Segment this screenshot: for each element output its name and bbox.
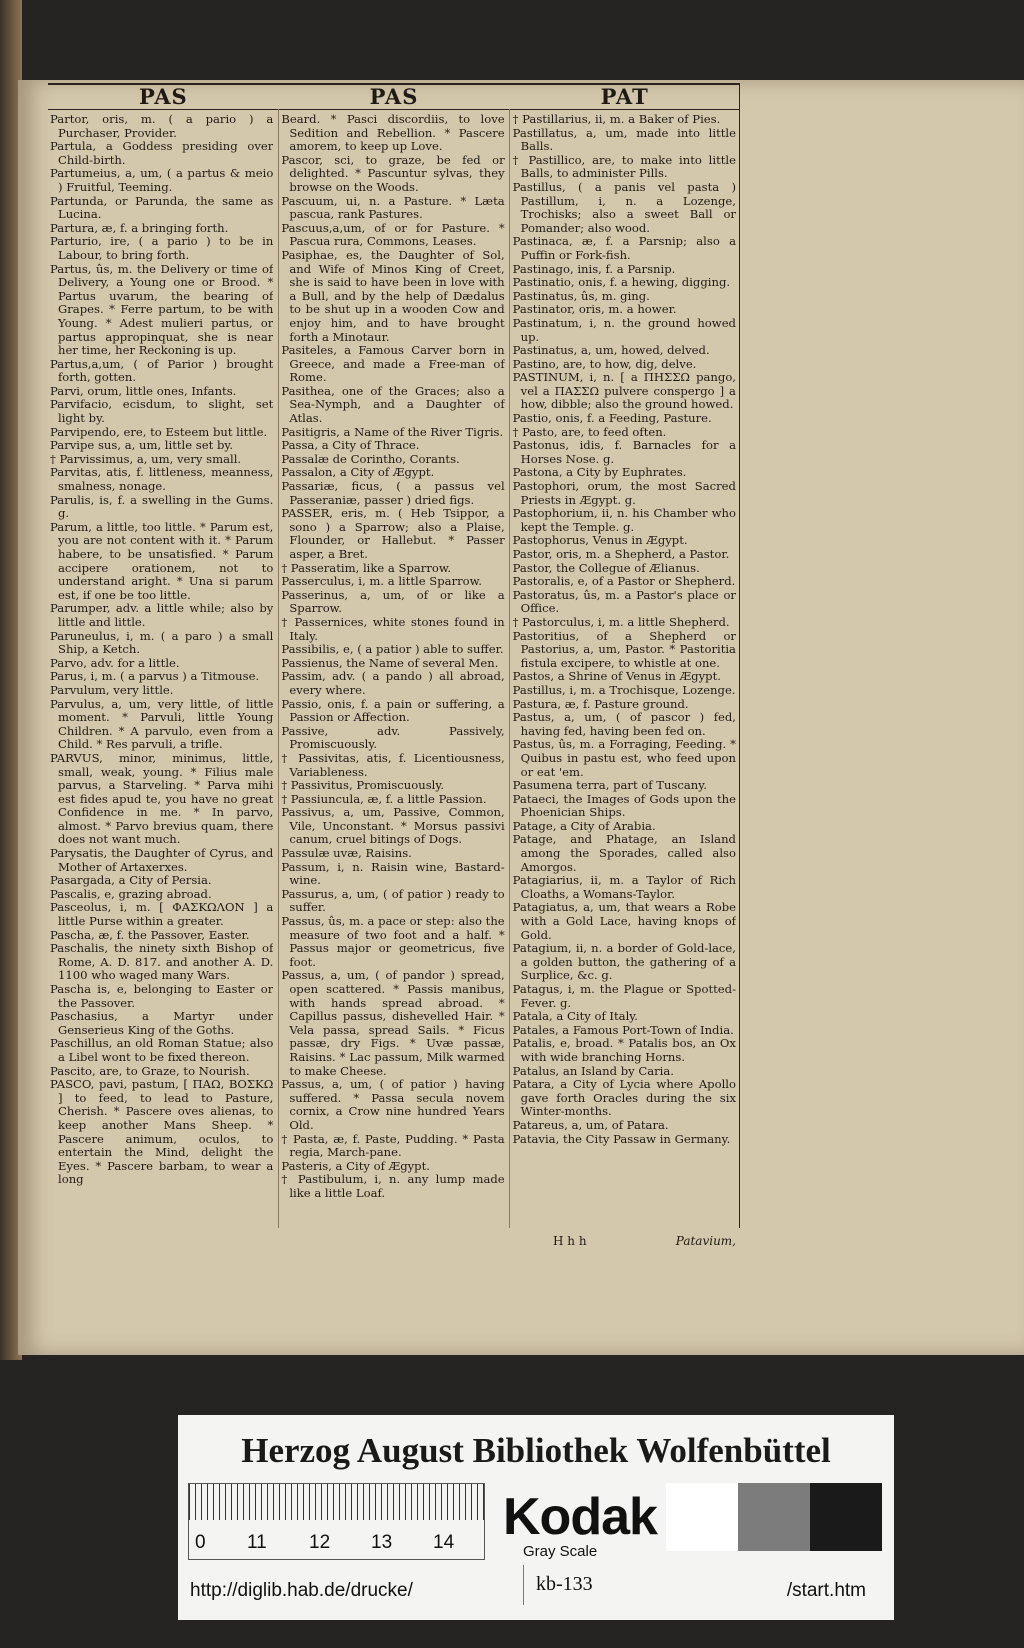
dictionary-entry: Partus, ûs, m. the Delivery or time of Delivery, a Young one or Brood. * Partus uvarum, the bearing of Grapes. * Ferre partum, to be with Young. * Adest mulieri partus, or partus appropinquat, she is near her time, her Reckoning is up. (50, 261, 274, 358)
dictionary-entry: Passum, i, n. Raisin wine, Bastard-wine. (281, 859, 505, 888)
dictionary-entry: Pastus, ûs, m. a Forraging, Feeding. * Quibus in pastu est, who feed upon or eat 'em. (512, 737, 736, 779)
dictionary-entry: Parumper, adv. a little while; also by little and little. (50, 601, 274, 629)
dictionary-entry: Patagium, ii, n. a border of Gold-lace, a golden button, the gathering of a Surplice, &c. g. (512, 941, 736, 983)
dictionary-entry: Passibilis, e, ( a patior ) able to suffer. (281, 642, 504, 657)
dictionary-entry: Parvulum, very little. (50, 682, 174, 697)
running-heads (48, 83, 740, 109)
dictionary-entry: Pastinago, inis, f. a Parsnip. (512, 261, 676, 276)
dictionary-entry: Pastophorium, ii, n. his Chamber who kept the Temple. g. (512, 506, 736, 534)
running-head-middle: PAS (369, 84, 419, 109)
running-head-left: PAS (138, 84, 188, 109)
dictionary-entry: Pataeci, the Images of Gods upon the Phoenician Ships. (512, 791, 736, 820)
dictionary-entry: Pascuum, ui, n. a Pasture. * Læta pascua, rank Pastures. (281, 193, 505, 222)
dictionary-entry: Pasithea, one of the Graces; also a Sea-Nymph, and a Daughter of Atlas. (281, 383, 505, 426)
dictionary-entry: Pastino, are, to how, dig, delve. (512, 356, 697, 371)
dictionary-entry: Pastinatio, onis, f. a hewing, digging. (512, 275, 731, 290)
dictionary-entry: Pastinatum, i, n. the ground howed up. (512, 315, 736, 344)
dictionary-entry: PASTINUM, i, n. [ a ΠΗΣΣΩ pango, vel a ΠΑΣΣΩ pulvere conspergo ] a how, dibble; also the ground howed. (512, 370, 736, 412)
dictionary-entry: Passulæ uvæ, Raisins. (281, 846, 412, 861)
dictionary-entry: Partus,a,um, ( of Parior ) brought forth, gotten. (50, 356, 274, 385)
dictionary-entry: PASSER, eris, m. ( Heb Tsippor, a sono ) a Sparrow; also a Plaise, Flounder, or Hallebut. * Passer asper, a Bret. (281, 506, 505, 561)
calibration-card (178, 1415, 894, 1620)
dictionary-entry: Parysatis, the Daughter of Cyrus, and Mother of Artaxerxes. (50, 846, 274, 874)
dictionary-entry: Pastophori, orum, the most Sacred Priests in Ægypt. g. (512, 479, 736, 507)
dictionary-entry: Pastura, æ, f. Pasture ground. (512, 696, 689, 711)
shelf-code: kb-133 (536, 1573, 593, 1595)
dictionary-entry: Passio, onis, f. a pain or suffering, a Passion or Affection. (281, 696, 505, 725)
dictionary-entry: Patales, a Famous Port-Town of India. (512, 1022, 734, 1037)
dictionary-entry: Patavia, the City Passaw in Germany. (512, 1131, 731, 1146)
dictionary-entry: Pascha is, e, belonging to Easter or the Passover. (50, 982, 274, 1010)
dictionary-entry: Patalus, an Island by Caria. (512, 1063, 674, 1078)
dictionary-entry: Paschillus, an old Roman Statue; also a Libel wont to be fixed thereon. (50, 1036, 274, 1064)
dictionary-entry: Passariæ, ficus, ( a passus vel Passeraniæ, passer ) dried figs. (281, 479, 505, 507)
dictionary-entry: Pastor, the Collegue of Ælianus. (512, 560, 700, 575)
dictionary-entry: Pastor, oris, m. a Shepherd, a Pastor. (512, 547, 730, 561)
dictionary-entry: Partumeius, a, um, ( a partus & meio ) Fruitful, Teeming. (50, 166, 274, 194)
dictionary-entry: Patara, a City of Lycia where Apollo gave forth Oracles during the six Winter-months. (512, 1077, 736, 1119)
dictionary-text-block (48, 83, 740, 1248)
dictionary-entry: Pastinatus, a, um, howed, delved. (512, 343, 710, 358)
signature-mark: H h h (553, 1234, 587, 1248)
dictionary-entry: † Pastibulum, i, n. any lump made like a little Loaf. (281, 1172, 505, 1200)
dictionary-entry: Patage, a City of Arabia. (512, 818, 656, 833)
column-1 (50, 113, 273, 1228)
card-divider (523, 1565, 524, 1605)
source-url-suffix: /start.htm (786, 1580, 866, 1601)
dictionary-entry: † Passeratim, like a Sparrow. (281, 560, 452, 575)
dictionary-entry: Pascuus,a,um, of or for Pasture. * Pascua rura, Commons, Leases. (281, 220, 505, 249)
dictionary-entry: Passus, ûs, m. a pace or step: also the measure of two foot and a half. * Passus major or geometricus, five foot. (281, 914, 505, 969)
ruler-number: 12 (309, 1532, 331, 1553)
dictionary-entry: Passa, a City of Thrace. (281, 438, 420, 453)
scale-ruler (188, 1483, 485, 1560)
dictionary-entry: Pastoratus, ûs, m. a Pastor's place or Office. (512, 587, 736, 616)
dictionary-entry: Pastinator, oris, m. a hower. (512, 302, 677, 317)
dictionary-entry: Patage, and Phatage, an Island among the Sporades, called also Amorgos. (512, 832, 736, 874)
dictionary-entry: Pastoritius, of a Shepherd or Pastorius, a, um, Pastor. * Pastoritia fistula excipere, to whistle at one. (512, 628, 736, 670)
dictionary-entry: Pascha, æ, f. the Passover, Easter. (50, 927, 250, 942)
dictionary-entry: † Parvissimus, a, um, very small. (50, 451, 242, 466)
dictionary-entry: Passerinus, a, um, of or like a Sparrow. (281, 587, 505, 616)
dictionary-entry: Patagiarius, ii, m. a Taylor of Rich Cloaths, a Womans-Taylor. (512, 873, 736, 901)
dictionary-entry: Pascalis, e, grazing abroad. (50, 886, 212, 901)
dictionary-entry: † Passivitus, Promiscuously. (281, 778, 445, 793)
dictionary-entry: Pasiphae, es, the Daughter of Sol, and Wife of Minos King of Creet, she is said to have been in love with a Bull, and by the help of Dædalus to be shut up in a wooden Cow and enjoy him, and to have brought forth a Minotaur. (281, 247, 505, 344)
dictionary-entry: Pasceolus, i, m. [ ΦΑΣΚΩΛΟΝ ] a little Purse within a greater. (50, 900, 274, 929)
catchword: Patavium, (675, 1234, 736, 1248)
dictionary-entry: † Pastorculus, i, m. a little Shepherd. (512, 614, 730, 629)
gray-swatch-black (810, 1483, 882, 1551)
dictionary-entry: † Passivitas, atis, f. Licentiousness, Variableness. (281, 750, 505, 779)
source-url: http://diglib.hab.de/drucke/ (190, 1580, 413, 1601)
dictionary-entry: Passus, a, um, ( of patior ) having suffered. * Passa secula novem cornix, a Crow nine hundred Years Old. (281, 1077, 505, 1132)
dictionary-entry: Parvipe sus, a, um, little set by. (50, 438, 234, 453)
dictionary-entry: Pastonus, idis, f. Barnacles for a Horses Nose. g. (512, 438, 736, 466)
dictionary-entry: Pastoralis, e, of a Pastor or Shepherd. (512, 574, 736, 589)
dictionary-entry: PASCO, pavi, pastum, [ ΠΑΩ, ΒΟΣΚΩ ] to feed, to lead to Pasture, Cherish. * Pascere oves alienas, to keep another Mans Sheep. * Pascere animum, oculos, to entertain the Mind, delight the Eyes. * Pascere barbam, to wear a long (50, 1077, 274, 1187)
dictionary-entry: Parulis, is, f. a swelling in the Gums. g. (50, 492, 274, 521)
dictionary-entry: Patagus, i, m. the Plague or Spotted-Fever. g. (512, 982, 736, 1010)
dictionary-entry: Pastillus, i, m. a Trochisque, Lozenge. (512, 682, 736, 697)
dictionary-entry: Passalæ de Corintho, Corants. (281, 451, 460, 466)
gray-swatch-mid (738, 1483, 810, 1551)
ruler-number: 14 (433, 1532, 455, 1553)
ruler-number: 11 (247, 1532, 267, 1553)
dictionary-entry: Passienus, the Name of several Men. (281, 655, 499, 670)
dictionary-entry: Parturio, ire, ( a pario ) to be in Labour, to bring forth. (50, 234, 274, 262)
dictionary-entry: Parvo, adv. for a little. (50, 655, 180, 670)
dictionary-entry: Pastio, onis, f. a Feeding, Pasture. (512, 411, 712, 426)
dictionary-entry: Patagiatus, a, um, that wears a Robe with a Gold Lace, having knops of Gold. (512, 900, 736, 942)
dictionary-entry: † Pasta, æ, f. Paste, Pudding. * Pasta regia, March-pane. (281, 1131, 505, 1160)
dictionary-entry: Pastus, a, um, ( of pascor ) fed, having fed, having been fed on. (512, 710, 736, 738)
dictionary-entry: Parvi, orum, little ones, Infants. (50, 383, 237, 398)
dictionary-entry: Parvitas, atis, f. littleness, meanness, smalness, nonage. (50, 465, 274, 494)
dictionary-entry: Pastophorus, Venus in Ægypt. (512, 533, 688, 548)
dictionary-entry: Passivus, a, um, Passive, Common, Vile, Unconstant. * Morsus passivi canum, cruel bitings of Dogs. (281, 805, 505, 847)
column-3 (513, 113, 736, 1228)
dictionary-entry: Partura, æ, f. a bringing forth. (50, 220, 229, 235)
dictionary-entry: Pasargada, a City of Persia. (50, 873, 212, 888)
ruler-number: 0 (195, 1532, 206, 1553)
dictionary-entry: Beard. * Pasci discordiis, to love Sedition and Rebellion. * Pascere amorem, to keep up Love. (281, 113, 505, 154)
header-rule (48, 109, 740, 110)
dictionary-entry: † Pasto, are, to feed often. (512, 424, 667, 439)
dictionary-entry: † Passernices, white stones found in Italy. (281, 614, 505, 643)
dictionary-entry: Pascor, sci, to graze, be fed or delighted. * Pascuntur sylvas, they browse on the Woods. (281, 152, 505, 194)
dictionary-entry: Parus, i, m. ( a parvus ) a Titmouse. (50, 669, 260, 684)
dictionary-entry: Patareus, a, um, of Patara. (512, 1117, 669, 1132)
dictionary-entry: Paschasius, a Martyr under Genserieus King of the Goths. (50, 1009, 274, 1037)
library-name: Herzog August Bibliothek Wolfenbüttel (241, 1431, 831, 1470)
column-2 (281, 113, 504, 1228)
dictionary-entry: PARVUS, minor, minimus, little, small, weak, young. * Filius male parvus, a Starveling. * Parva mihi est fides apud te, you have no great Confidence in me. * In parvo, almost. * Parvo brevius quam, there does not want much. (50, 750, 274, 847)
dictionary-entry: Pastillus, ( a panis vel pasta ) Pastillum, i, n. a Lozenge, Trochisks; also a sweet Ball or Pomander; also wood. (512, 179, 736, 235)
columns (50, 113, 736, 1228)
dictionary-entry: Passalon, a City of Ægypt. (281, 465, 435, 480)
dictionary-entry: Partor, oris, m. ( a pario ) a Purchaser, Provider. (50, 113, 274, 140)
gray-scale-label: Gray Scale (523, 1543, 598, 1560)
dictionary-entry: Partula, a Goddess presiding over Child-birth. (50, 139, 274, 167)
dictionary-entry: Parvifacio, ecisdum, to slight, set light by. (50, 397, 274, 426)
running-head-right: PAT (600, 84, 649, 109)
dictionary-entry: Paschalis, the ninety sixth Bishop of Rome, A. D. 817. and another A. D. 1100 who waged many Wars. (50, 941, 274, 983)
right-border-rule (739, 83, 740, 1228)
dictionary-entry: Parvulus, a, um, very little, of little moment. * Parvuli, little Young Children. * A parvulo, even from a Child. * Res parvuli, a trifle. (50, 696, 274, 752)
dictionary-entry: Passus, a, um, ( of pandor ) spread, open scattered. * Passis manibus, with hands spread abroad. * Capillus passus, dishevelled Hair. * Vela passa, spread Sails. * Ficus passæ, dry Figs. * Uvæ passæ, Raisins. * Lac passum, Milk warmed to make Cheese. (281, 968, 505, 1078)
dictionary-entry: Pasumena terra, part of Tuscany. (512, 778, 707, 793)
dictionary-entry: Paruneulus, i, m. ( a paro ) a small Ship, a Ketch. (50, 628, 274, 657)
dictionary-entry: Partunda, or Parunda, the same as Lucina. (50, 193, 274, 222)
dictionary-entry: Pascito, are, to Graze, to Nourish. (50, 1063, 250, 1078)
ruler-number: 13 (371, 1532, 393, 1553)
dictionary-entry: † Passiuncula, æ, f. a little Passion. (281, 791, 487, 806)
dictionary-entry: Patala, a City of Italy. (512, 1009, 638, 1024)
dictionary-entry: † Pastillico, are, to make into little Balls, to administer Pills. (512, 152, 736, 181)
dictionary-entry: Pastinaca, æ, f. a Parsnip; also a Puffin or Fork-fish. (512, 234, 736, 262)
dictionary-entry: Parvipendo, ere, to Esteem but little. (50, 424, 268, 439)
gray-swatch-white (666, 1483, 738, 1551)
dictionary-entry: Pasteris, a City of Ægypt. (281, 1158, 430, 1173)
dictionary-entry: Passim, adv. ( a pando ) all abroad, every where. (281, 669, 505, 697)
dictionary-entry: Pastinatus, ûs, m. ging. (512, 288, 650, 303)
dictionary-entry: Pastona, a City by Euphrates. (512, 465, 687, 480)
dictionary-entry: Passurus, a, um, ( of patior ) ready to suffer. (281, 886, 505, 915)
dictionary-entry: † Pastillarius, ii, m. a Baker of Pies. (512, 113, 721, 126)
dictionary-entry: Passive, adv. Passively, Promiscuously. (281, 723, 505, 752)
kodak-logo: Kodak (503, 1488, 657, 1546)
dictionary-entry: Parum, a little, too little. * Parum est, you are not content with it. * Parum habere, to be unsatisfied. * Parum accipere orationem, not to understand aright. * Una si parum est, if one be too little. (50, 519, 274, 602)
dictionary-entry: Pastos, a Shrine of Venus in Ægypt. (512, 669, 721, 684)
dictionary-entry: Pasitigris, a Name of the River Tigris. (281, 424, 504, 439)
dictionary-entry: Pasiteles, a Famous Carver born in Greece, and made a Free-man of Rome. (281, 343, 505, 385)
dictionary-entry: Pastillatus, a, um, made into little Balls. (512, 125, 736, 154)
dictionary-entry: Passerculus, i, m. a little Sparrow. (281, 574, 482, 589)
dictionary-entry: Patalis, e, broad. * Patalis bos, an Ox with wide branching Horns. (512, 1036, 736, 1064)
